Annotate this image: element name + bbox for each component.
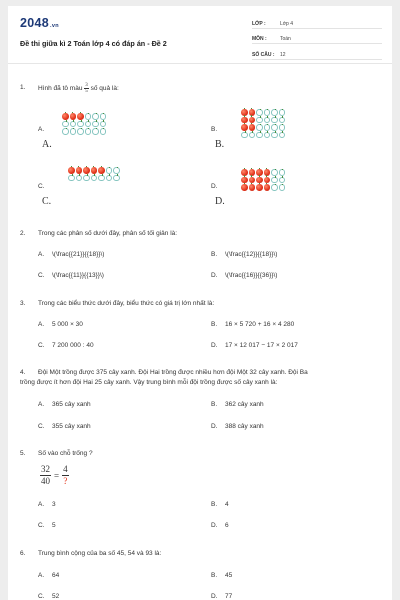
fruit-grid: [62, 113, 106, 135]
exam-meta: [252, 16, 382, 63]
question-1: 1. Hình đã tô màu $\frac{3}{5}$ số quả là:: [20, 83, 119, 94]
apple-outline-icon: [279, 184, 286, 191]
q6-option-b[interactable]: B. 45: [211, 572, 233, 579]
apple-outline-icon: [62, 121, 69, 128]
apple-outline-icon: [271, 169, 278, 176]
apple-outline-icon: [256, 109, 263, 116]
apple-outline-icon: [271, 124, 278, 131]
q3-option-c[interactable]: C. 7 200 000 : 40: [38, 342, 94, 349]
question-5: 5. Số vào chỗ trống ?: [20, 450, 93, 457]
apple-outline-icon: [85, 128, 92, 135]
apple-outline-icon: [264, 132, 271, 139]
apple-outline-icon: [70, 121, 77, 128]
apple-outline-icon: [92, 113, 99, 120]
exam-page: 2048.vn Đề thi giữa kì 2 Toán lớp 4 có đáp án - Đề 2 LỚP : Lớp 4 MÔN : Toán SỐ CÂU : 12 1. Hình đã tô màu $\frac{3}{5}$ số quả là: A. A. B. B. C. C. D. D. 2. Trong các phân số dưới đây, phân số tối giản là: A. \(\frac{{21}}{{18}}\) B. \(\frac{{12}}{{18}}\) C. \(\frac{{11}}{{13}}\) D. \(\frac{{16}}{{36}}\) 3. Trong các biểu thức dưới đây, biểu thức có giá trị lớn nhất là: A. 5 000 × 30 B. 16 × 5 720 + 16 × 4 280 C. 7 200 000 : 40 D. 17 × 12 017 − 17 × 2 017 4. Đội Một trồng được 375 cây xanh. Đội Hai trồng được nhiều hơn đội Một 32 cây xanh. Đội Ba trồng được ít hơn đội Hai 25 cây xanh. Vậy trung bình mỗi đội trồng được số cây xanh là: A. 365 cây xanh B. 362 cây xanh C. 355 cây xanh D. 388 cây xanh 5. Số vào chỗ trống ? $\frac{32}{40}$ = $\frac{4}{?}$ A. 3 B. 4 C. 5 D. 6 6. Trung bình cộng của ba số 45, 54 và 93 là: A. 64 B. 45 C. 52 D. 77: [8, 6, 392, 600]
fruit-grid: [241, 169, 285, 191]
q3-option-a[interactable]: A. 5 000 × 30: [38, 321, 83, 328]
q5-option-a[interactable]: A. 3: [38, 501, 56, 508]
apple-outline-icon: [249, 132, 256, 139]
apple-red-icon: [91, 167, 98, 174]
apple-outline-icon: [92, 128, 99, 135]
apple-outline-icon: [70, 128, 77, 135]
q4-option-a[interactable]: A. 365 cây xanh: [38, 401, 91, 408]
apple-outline-icon: [279, 177, 286, 184]
apple-outline-icon: [83, 175, 90, 182]
apple-outline-icon: [62, 128, 69, 135]
apple-outline-icon: [76, 175, 83, 182]
fruit-grid: [241, 109, 285, 138]
apple-outline-icon: [241, 132, 248, 139]
meta-row-subject: MÔN : Toán: [252, 32, 382, 45]
q4-option-b[interactable]: B. 362 cây xanh: [211, 401, 264, 408]
apple-outline-icon: [271, 117, 278, 124]
apple-red-icon: [76, 167, 83, 174]
apple-red-icon: [256, 184, 263, 191]
apple-outline-icon: [279, 109, 286, 116]
apple-outline-icon: [256, 124, 263, 131]
fruit-grid: [68, 167, 120, 181]
q5-option-b[interactable]: B. 4: [211, 501, 229, 508]
apple-red-icon: [77, 113, 84, 120]
apple-outline-icon: [100, 121, 107, 128]
apple-red-icon: [70, 113, 77, 120]
apple-outline-icon: [264, 109, 271, 116]
apple-red-icon: [249, 184, 256, 191]
apple-outline-icon: [279, 117, 286, 124]
apple-outline-icon: [264, 124, 271, 131]
apple-red-icon: [62, 113, 69, 120]
q2-option-a[interactable]: A. \(\frac{{21}}{{18}}\): [38, 251, 105, 258]
apple-outline-icon: [113, 175, 120, 182]
apple-red-icon: [241, 124, 248, 131]
apple-outline-icon: [271, 184, 278, 191]
site-logo[interactable]: 2048.vn: [20, 16, 59, 30]
apple-outline-icon: [92, 121, 99, 128]
q2-option-d[interactable]: D. \(\frac{{16}}{{36}}\): [211, 272, 278, 279]
apple-outline-icon: [113, 167, 120, 174]
apple-red-icon: [98, 167, 105, 174]
meta-row-count: SỐ CÂU : 12: [252, 47, 382, 60]
q5-option-c[interactable]: C. 5: [38, 522, 56, 529]
apple-outline-icon: [77, 128, 84, 135]
question-4: 4. Đội Một trồng được 375 cây xanh. Đội Hai trồng được nhiều hơn đội Một 32 cây xanh. Đội Ba trồng được ít hơn đội Hai 25 cây xanh. Vậy trung bình mỗi đội trồng được số cây xanh là:: [20, 369, 308, 386]
q4-option-c[interactable]: C. 355 cây xanh: [38, 423, 91, 430]
q6-option-a[interactable]: A. 64: [38, 572, 60, 579]
apple-outline-icon: [77, 121, 84, 128]
question-2: 2. Trong các phân số dưới đây, phân số tối giản là:: [20, 230, 178, 237]
q2-option-b[interactable]: B. \(\frac{{12}}{{18}}\): [211, 251, 278, 258]
exam-header: [8, 6, 392, 64]
apple-outline-icon: [68, 175, 75, 182]
apple-red-icon: [68, 167, 75, 174]
apple-outline-icon: [85, 113, 92, 120]
question-3: 3. Trong các biểu thức dưới đây, biểu thức có giá trị lớn nhất là:: [20, 300, 215, 307]
apple-outline-icon: [271, 132, 278, 139]
apple-outline-icon: [100, 128, 107, 135]
q3-option-d[interactable]: D. 17 × 12 017 − 17 × 2 017: [211, 342, 298, 349]
apple-outline-icon: [98, 175, 105, 182]
apple-outline-icon: [100, 113, 107, 120]
apple-outline-icon: [271, 177, 278, 184]
apple-red-icon: [83, 167, 90, 174]
apple-outline-icon: [256, 117, 263, 124]
q6-option-d[interactable]: D. 77: [211, 593, 233, 600]
apple-outline-icon: [264, 117, 271, 124]
q3-option-b[interactable]: B. 16 × 5 720 + 16 × 4 280: [211, 321, 295, 328]
meta-row-class: LỚP : Lớp 4: [252, 16, 382, 29]
apple-red-icon: [264, 184, 271, 191]
q5-option-d[interactable]: D. 6: [211, 522, 229, 529]
apple-outline-icon: [85, 121, 92, 128]
apple-outline-icon: [91, 175, 98, 182]
apple-outline-icon: [271, 109, 278, 116]
question-6: 6. Trung bình cộng của ba số 45, 54 và 93 là:: [20, 550, 162, 557]
apple-outline-icon: [279, 169, 286, 176]
apple-red-icon: [249, 124, 256, 131]
q6-option-c[interactable]: C. 52: [38, 593, 60, 600]
apple-outline-icon: [106, 167, 113, 174]
exam-title: Đề thi giữa kì 2 Toán lớp 4 có đáp án - Đề 2: [20, 39, 167, 48]
q2-option-c[interactable]: C. \(\frac{{11}}{{13}}\): [38, 272, 104, 279]
apple-outline-icon: [279, 132, 286, 139]
apple-outline-icon: [106, 175, 113, 182]
q4-option-d[interactable]: D. 388 cây xanh: [211, 423, 264, 430]
apple-outline-icon: [279, 124, 286, 131]
fraction-equation: $\frac{32}{40}$ = $\frac{4}{?}$: [41, 464, 68, 486]
fraction: $\frac{3}{5}$: [85, 83, 88, 94]
apple-red-icon: [241, 184, 248, 191]
apple-outline-icon: [256, 132, 263, 139]
